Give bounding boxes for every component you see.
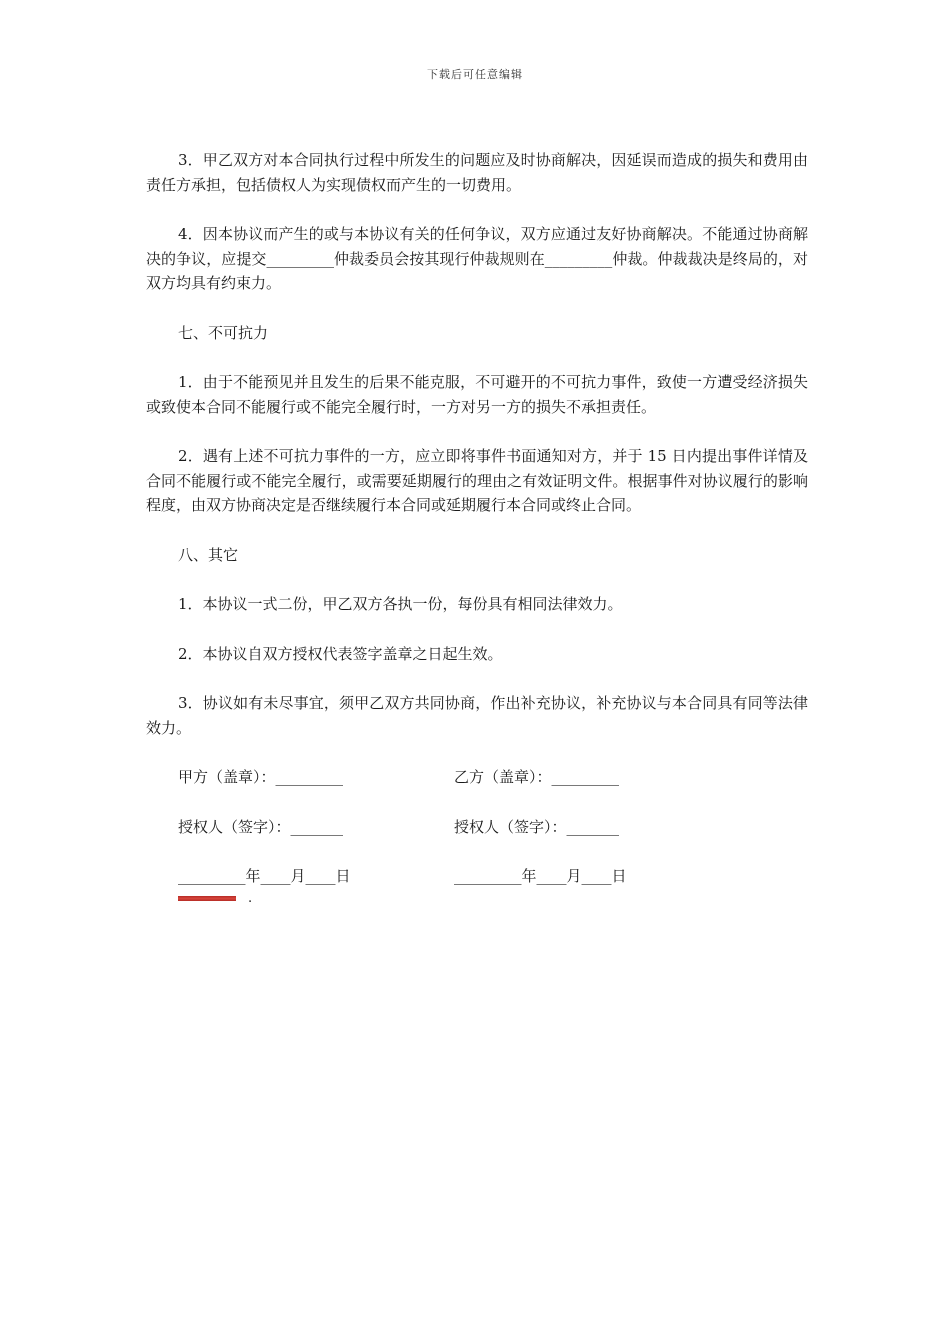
section-heading-force-majeure: 七、不可抗力 bbox=[178, 323, 269, 342]
clause-7-2: 2．遇有上述不可抗力事件的一方，应立即将事件书面通知对方，并于 15 日内提出事件详情及合同不能履行或不能完全履行，或需要延期履行的理由之有效证明文件。根据事件对协议履行的影响程度，由双方协商决定是否继续履行本合同或延期履行本合同或终止合同。 bbox=[146, 447, 808, 514]
footer-dot: . bbox=[248, 890, 253, 906]
party-b-seal-line: 乙方（盖章）：_________ bbox=[454, 768, 620, 786]
party-a-signer-line: 授权人（签字）：_______ bbox=[178, 817, 344, 836]
signer-row bbox=[146, 815, 808, 840]
page-header: 下载后可任意编辑 bbox=[427, 68, 523, 81]
clause-8-1: 1．本协议一式二份，甲乙双方各执一份，每份具有相同法律效力。 bbox=[178, 595, 623, 613]
clause-8-2: 2．本协议自双方授权代表签字盖章之日起生效。 bbox=[178, 644, 503, 663]
clause-6-3: 3．甲乙双方对本合同执行过程中所发生的问题应及时协商解决，因延误而造成的损失和费用由责任方承担，包括债权人为实现债权而产生的一切费用。 bbox=[146, 151, 808, 194]
seal-row bbox=[146, 765, 808, 790]
red-decorative-bar bbox=[178, 896, 236, 901]
footer-mark-row bbox=[146, 892, 808, 906]
clause-7-1: 1．由于不能预见并且发生的后果不能克服，不可避开的不可抗力事件，致使一方遭受经济损失或致使本合同不能履行或不能完全履行时，一方对另一方的损失不承担责任。 bbox=[146, 373, 808, 416]
document-body bbox=[146, 148, 808, 906]
clause-6-4: 4．因本协议而产生的或与本协议有关的任何争议，双方应通过友好协商解决。不能通过协商解决的争议，应提交_________仲裁委员会按其现行仲裁规则在_________仲裁。仲裁裁决是终局的，对双方均具有约束力。 bbox=[146, 225, 808, 292]
party-a-date-line: _________年____月____日 bbox=[178, 867, 351, 885]
party-b-date-line: _________年____月____日 bbox=[454, 867, 627, 885]
party-b-signer-line: 授权人（签字）：_______ bbox=[454, 817, 620, 836]
clause-8-3: 3．协议如有未尽事宜，须甲乙双方共同协商，作出补充协议，补充协议与本合同具有同等法律效力。 bbox=[146, 694, 808, 737]
date-row bbox=[146, 864, 808, 889]
section-heading-other: 八、其它 bbox=[178, 545, 239, 564]
party-a-seal-line: 甲方（盖章）：_________ bbox=[178, 768, 344, 786]
